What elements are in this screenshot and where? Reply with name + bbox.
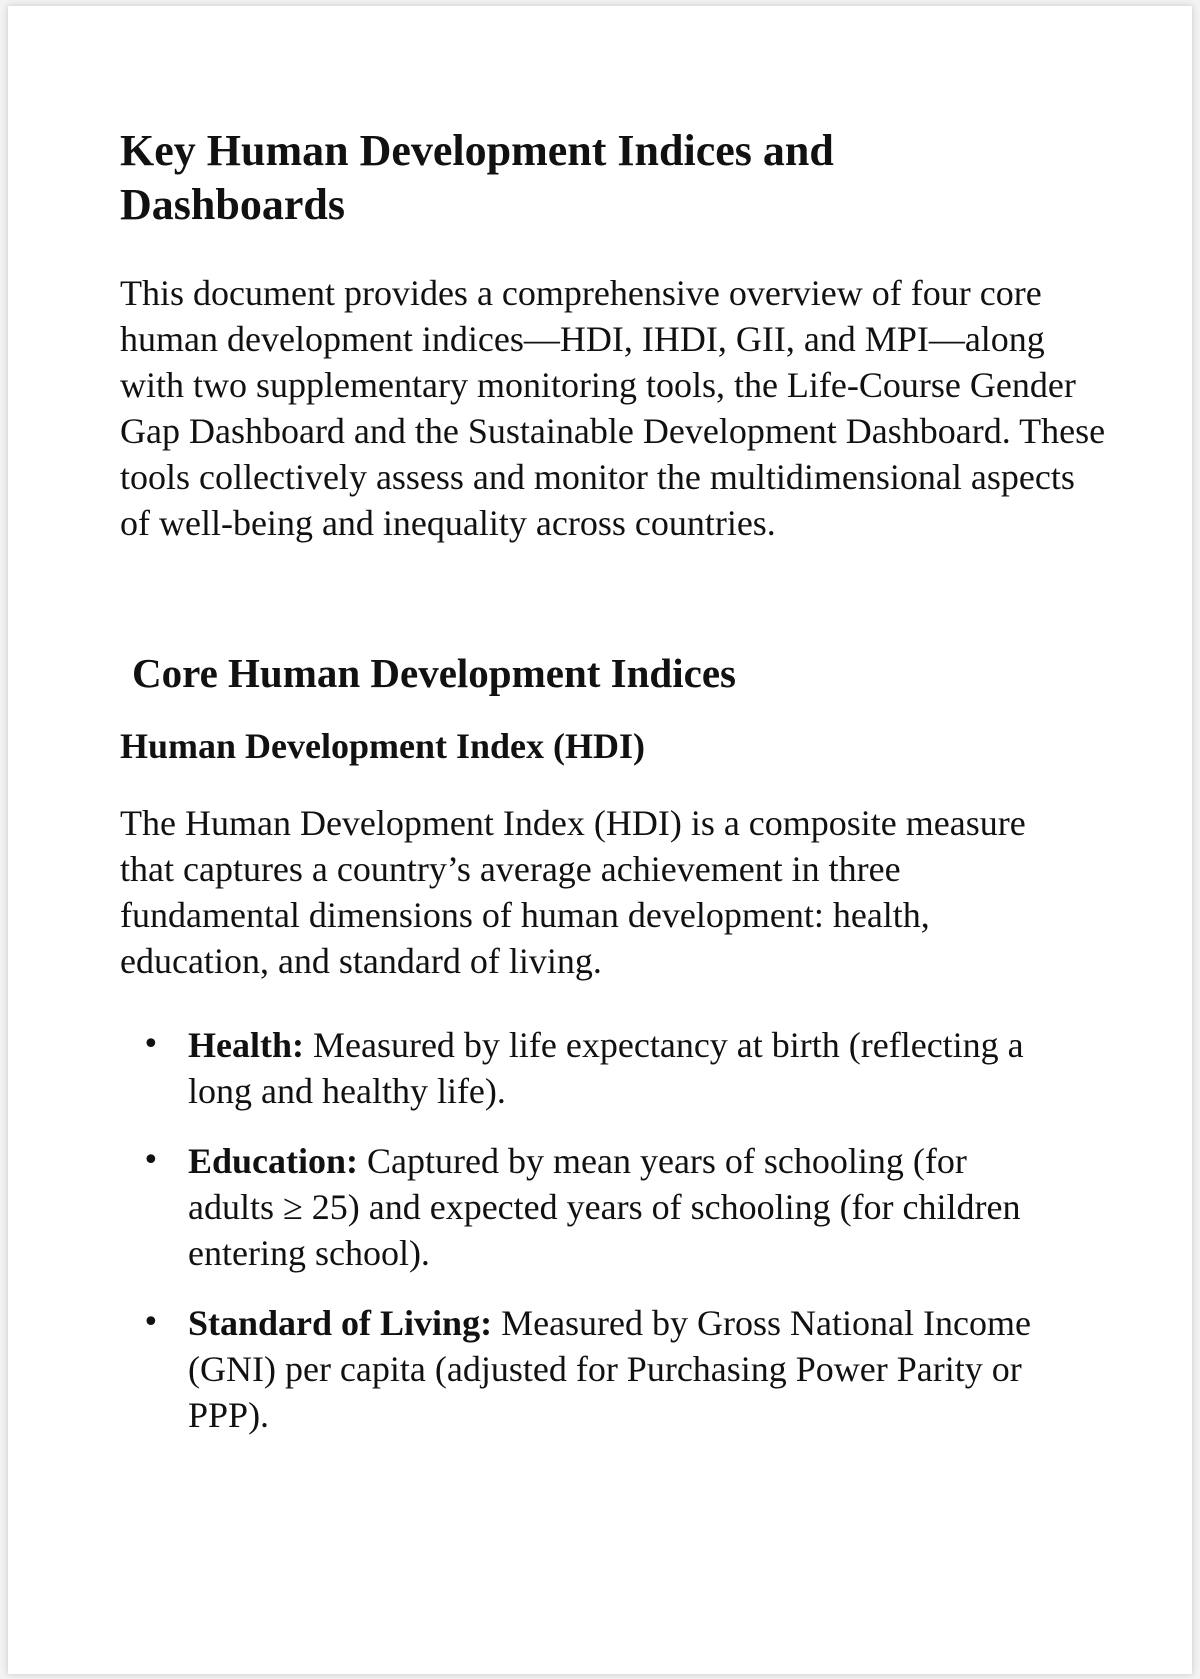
document-page: [8, 6, 1192, 1674]
bullet-text: Measured by Gross National Income (GNI) per capita (adjusted for Purchasing Power Parity or PPP).: [188, 1303, 1031, 1435]
list-item-standard-of-living: [120, 1300, 1048, 1438]
bullet-icon: •: [142, 1143, 160, 1178]
bullet-text: Measured by life expectancy at birth (reflecting a long and healthy life).: [188, 1025, 1024, 1111]
subsection-heading-hdi: Human Development Index (HDI): [120, 726, 646, 766]
intro-paragraph: This document provides a comprehensive overview of four core human development indices—HDI, IHDI, GII, and MPI—along with two supplementary monitoring tools, the Life-Course Gender Gap Dashboard and the Sustainable Development Dashboard. These tools collectively assess and monitor the multidimensional aspects of well-being and inequality across countries.: [120, 273, 1106, 543]
document-content: [120, 124, 1110, 1462]
bullet-label: Education:: [188, 1141, 359, 1181]
list-item-education: [120, 1138, 1048, 1276]
bullet-icon: •: [142, 1027, 160, 1062]
section-heading-core-indices: Core Human Development Indices: [132, 650, 736, 696]
bullet-icon: •: [142, 1305, 160, 1340]
document-title: Key Human Development Indices and Dashboards: [120, 126, 834, 229]
bullet-label: Health:: [188, 1025, 304, 1065]
hdi-description: The Human Development Index (HDI) is a composite measure that captures a country’s average achievement in three fundamental dimensions of human development: health, education, and standard of living.: [120, 803, 1026, 981]
hdi-dimensions-list: [120, 1022, 1110, 1438]
bullet-label: Standard of Living:: [188, 1303, 493, 1343]
list-item-health: [120, 1022, 1048, 1114]
bullet-text: Captured by mean years of schooling (for adults ≥ 25) and expected years of schooling (for children entering school).: [188, 1141, 1021, 1273]
